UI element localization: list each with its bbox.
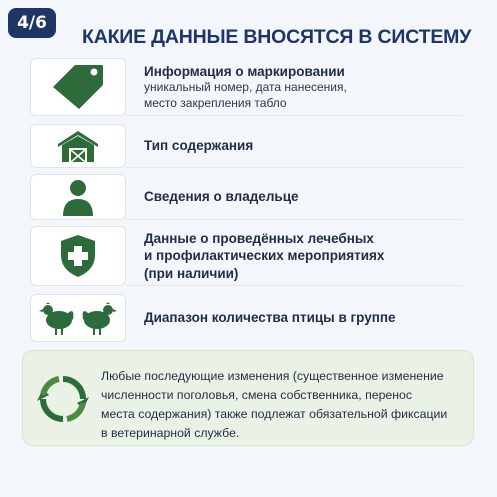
chickens-icon: [37, 298, 119, 338]
icon-box: [30, 226, 126, 286]
icon-box: [30, 124, 126, 168]
item-subtext-2: место закрепления табло: [144, 95, 287, 110]
icon-box: [30, 294, 126, 342]
person-icon: [61, 178, 95, 216]
divider: [126, 285, 462, 286]
list-item-housing: [30, 124, 462, 168]
list-item-marking: [30, 58, 462, 116]
divider: [126, 219, 462, 220]
note-text: [101, 367, 469, 443]
note-line-1: Любые последующие изменения (существенное изменение: [101, 369, 444, 383]
list-item-bird-count: [30, 294, 462, 342]
list-item-owner: [30, 174, 462, 220]
item-heading: Диапазон количества птицы в группе: [144, 310, 396, 326]
divider: [126, 167, 462, 168]
item-subtext-1: уникальный номер, дата нанесения,: [144, 80, 347, 95]
list-item-treatments: [30, 226, 462, 286]
note-line-4: в ветеринарной службе.: [101, 426, 240, 441]
item-heading: Сведения о владельце: [144, 189, 299, 205]
icon-box: [30, 58, 126, 116]
item-heading-line-3: (при наличии): [144, 265, 239, 281]
note-line-3: места содержания) также подлежат обязательной фиксации: [101, 407, 448, 422]
item-heading: Информация о маркировании: [144, 63, 345, 79]
item-heading-line-2: и профилактических мероприятиях: [144, 248, 385, 264]
page-title: КАКИЕ ДАННЫЕ ВНОСЯТСЯ В СИСТЕМУ: [82, 26, 472, 48]
item-heading: Тип содержания: [144, 138, 254, 154]
medical-shield-icon: [58, 233, 98, 279]
note-line-2: численности поголовья, смена собственника, перенос: [101, 388, 413, 403]
item-heading-line-1: Данные о проведённых лечебных: [144, 230, 374, 246]
note-box: [22, 350, 474, 446]
tag-icon: [49, 65, 107, 109]
barn-icon: [56, 128, 100, 164]
icon-box: [30, 174, 126, 220]
divider: [126, 115, 462, 116]
refresh-cycle-icon: [37, 373, 89, 425]
step-badge: 4/6: [8, 8, 56, 38]
